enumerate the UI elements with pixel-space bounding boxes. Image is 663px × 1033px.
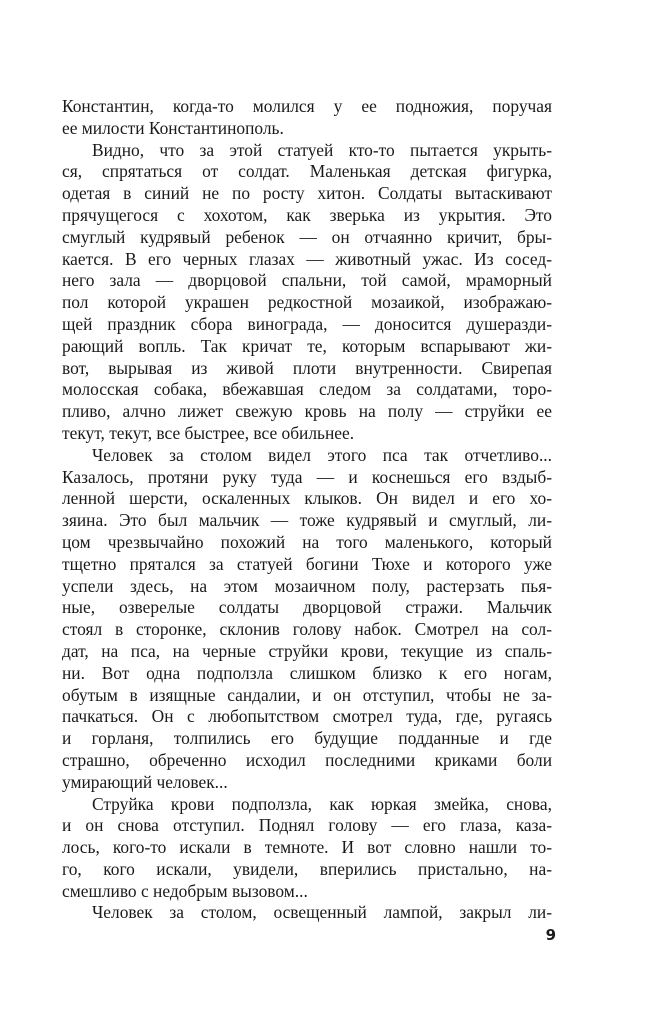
text-line: ленной шерсти, оскаленных клыков. Он видел и его хо- — [62, 488, 552, 509]
text-line: Струйка крови подползла, как юркая змейка, снова, — [92, 793, 552, 814]
text-line: молосская собака, вбежавшая следом за солдатами, торо- — [62, 379, 552, 400]
text-line: обутым в изящные сандалии, и он отступил, чтобы не за- — [62, 684, 552, 705]
text-line: и горланя, толпились его будущие подданные и где — [62, 728, 552, 749]
text-line: тщетно прятался за статуей богини Тюхе и которого уже — [62, 553, 552, 574]
text-line: стоял в сторонке, склонив голову набок. Смотрел на сол- — [62, 619, 552, 640]
text-line: кается. В его черных глазах — животный ужас. Из сосед- — [62, 248, 552, 269]
text-line: текут, текут, все быстрее, все обильнее. — [62, 422, 355, 443]
text-line: смуглый кудрявый ребенок — он отчаянно кричит, бры- — [62, 226, 552, 247]
text-line: умирающий человек... — [62, 771, 228, 792]
text-line: ные, озверелые солдаты дворцовой стражи. Мальчик — [62, 597, 552, 618]
text-line: пливо, алчно лижет свежую кровь на полу — струйки ее — [62, 401, 552, 422]
text-line: Человек за столом видел этого пса так отчетливо... — [92, 444, 552, 465]
text-line: одетая в синий не по росту хитон. Солдаты вытаскивают — [62, 183, 552, 204]
text-line: него зала — дворцовой спальни, той самой, мраморный — [62, 270, 552, 291]
text-line: рающий вопль. Так кричат те, которым вспарывают жи- — [62, 335, 552, 356]
text-line: пол которой украшен редкостной мозаикой, изображаю- — [62, 292, 552, 313]
paragraph — [62, 96, 552, 140]
text-line: и он снова отступил. Поднял голову — его глаза, каза- — [62, 815, 552, 836]
text-line: зяина. Это был мальчик — тоже кудрявый и смуглый, ли- — [62, 510, 552, 531]
text-line: Константин, когда-то молился у ее подножия, поручая — [62, 96, 552, 116]
text-line: ся, спрятаться от солдат. Маленькая детская фигурка, — [62, 161, 552, 182]
paragraph — [62, 445, 552, 794]
page-number: 9 — [545, 926, 556, 944]
text-line: прячущегося с хохотом, как зверька из укрытия. Это — [62, 204, 552, 225]
text-line: страшно, обреченно исходил последними криками боли — [62, 749, 552, 770]
text-line: смешливо с недобрым вызовом... — [62, 880, 308, 901]
text-line: Человек за столом, освещенный лампой, закрыл ли- — [92, 902, 552, 923]
text-line: успели здесь, на этом мозаичном полу, растерзать пья- — [62, 575, 552, 596]
paragraph — [62, 902, 552, 924]
text-line: лось, кого-то искали в темноте. И вот словно нашли то- — [62, 837, 552, 858]
text-line: вот, вырывая из живой плоти внутренности. Свирепая — [62, 357, 552, 378]
text-line: пачкаться. Он с любопытством смотрел туда, где, ругаясь — [62, 706, 552, 727]
text-line: ее милости Константинополь. — [62, 117, 284, 138]
paragraph — [62, 794, 552, 903]
text-line: дат, на пса, на черные струйки крови, текущие из спаль- — [62, 640, 552, 661]
paragraph — [62, 140, 552, 445]
text-line: щей праздник сбора винограда, — доносится душеразди- — [62, 313, 552, 334]
text-line: Казалось, протяни руку туда — и коснешься его вздыб- — [62, 466, 552, 487]
text-line: го, кого искали, увидели, вперились пристально, на- — [62, 858, 552, 879]
text-line: ни. Вот одна подползла слишком близко к его ногам, — [62, 662, 552, 683]
book-page-text — [62, 96, 552, 924]
text-line: цом чрезвычайно похожий на того маленького, который — [62, 531, 552, 552]
text-line: Видно, что за этой статуей кто-то пытается укрыть- — [92, 139, 552, 160]
